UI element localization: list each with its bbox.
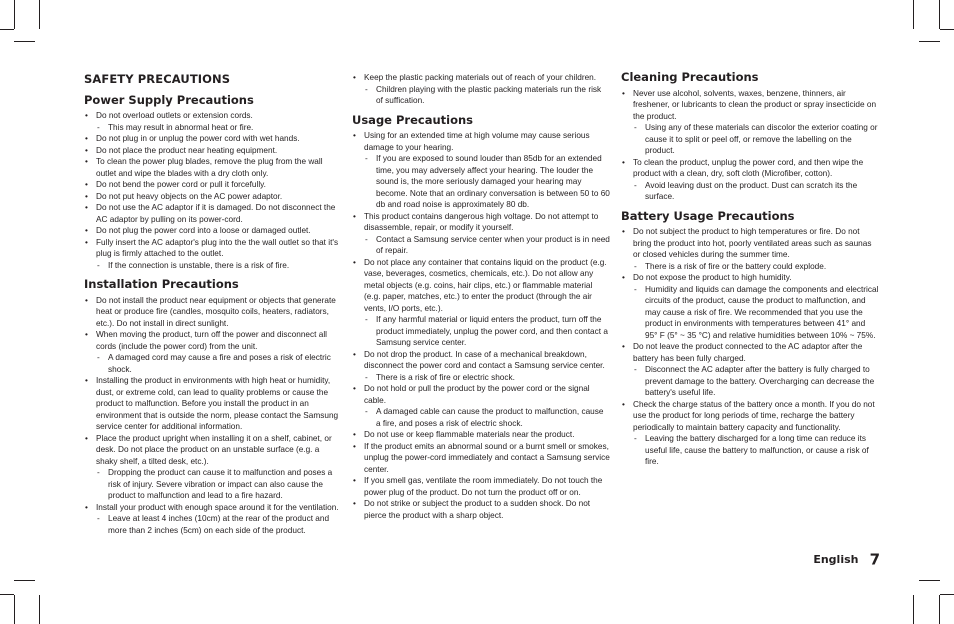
bullet-list	[84, 295, 342, 537]
usage-precautions-heading: Usage Precautions	[352, 112, 474, 127]
battery-usage-precautions-heading: Battery Usage Precautions	[621, 208, 795, 223]
list-item	[621, 272, 879, 341]
list-item-text: Do not overload outlets or extension cords.	[96, 111, 253, 120]
crop-mark	[913, 0, 914, 29]
sub-list	[96, 122, 342, 134]
sub-list-item: - If the connection is unstable, there is a risk of fire.	[96, 260, 342, 272]
list-item-text: Keep the plastic packing materials out of reach of your children.	[364, 73, 597, 82]
list-item	[352, 498, 610, 521]
sub-list-item: - Humidity and liquids can damage the components and electrical circuits of the product, cause the product to malfunction, and may cause a risk of fire. We recommended that you use the product in environments with temperatures between 41° and 95° F (5° ~ 35 °C) and relative humidities between 10% ~ 75%.	[633, 284, 879, 342]
list-item	[84, 202, 342, 225]
crop-mark	[14, 580, 35, 581]
crop-mark	[39, 595, 40, 624]
list-item-text: To clean the product, unplug the power cord, and then wipe the product with a clean, dry, soft cloth (Microfiber, cotton).	[633, 157, 864, 178]
sub-list-item: - There is a risk of fire or the battery could explode.	[633, 261, 879, 273]
list-item-text: To clean the power plug blades, remove the plug from the wall outlet and wipe the blades with a dry cloth only.	[96, 157, 323, 178]
bullet-list	[352, 72, 610, 107]
sub-list-item: - Using any of these materials can discolor the exterior coating or cause it to split or peel off, or remove the labelling on the product.	[633, 122, 879, 157]
list-item	[84, 145, 342, 157]
list-item-text: If the product emits an abnormal sound or a burnt smell or smokes, unplug the power-cord immediately and contact a Samsung service center.	[364, 441, 610, 474]
crop-mark	[0, 594, 14, 595]
list-item	[84, 295, 342, 330]
list-item-text: Do not drop the product. In case of a mechanical breakdown, disconnect the power cord and contact a Samsung service center.	[364, 349, 605, 370]
sub-list	[364, 84, 610, 107]
list-item-text: Do not bend the power cord or pull it forcefully.	[96, 180, 266, 189]
page-number: 7	[869, 550, 880, 569]
list-item	[352, 441, 610, 476]
crop-mark	[39, 0, 40, 29]
list-item	[84, 225, 342, 237]
list-item	[621, 341, 879, 399]
sub-list-item: - Contact a Samsung service center when your product is in need of repair.	[364, 234, 610, 257]
sub-list-item: - Disconnect the AC adapter after the battery is fully charged to prevent damage to the battery. Overcharging can decrease the battery's useful life.	[633, 364, 879, 399]
list-item-text: Do not place any container that contains liquid on the product (e.g. vase, beverages, cosmetics, chemicals, etc.). Do not allow any metal objects (e.g. coins, hair clips, etc.) or flammable material (e.g. paper, matches, etc.) to enter the product (through the air vents, I/O ports, etc.).	[364, 257, 607, 313]
bullet-list	[621, 226, 879, 468]
list-item	[84, 133, 342, 145]
installation-precautions-heading: Installation Precautions	[84, 277, 239, 291]
crop-mark	[939, 595, 940, 624]
sub-list	[633, 284, 879, 342]
sub-list-item: - Leaving the battery discharged for a long time can reduce its useful life, cause the battery to malfunction, or cause a risk of fire.	[633, 433, 879, 468]
sub-list	[633, 122, 879, 157]
list-item	[352, 211, 610, 257]
page-footer	[813, 549, 880, 569]
sub-list-item: - Leave at least 4 inches (10cm) at the rear of the product and more than 2 inches (5cm) on each side of the product.	[96, 513, 342, 536]
list-item	[352, 349, 610, 384]
list-item	[352, 383, 610, 429]
list-item	[84, 237, 342, 272]
sub-list	[364, 314, 610, 349]
crop-mark	[913, 595, 914, 624]
list-item	[352, 257, 610, 349]
list-item	[84, 179, 342, 191]
sub-list	[96, 260, 342, 272]
list-item-text: Place the product upright when installing it on a shelf, cabinet, or desk. Do not place the product on an unstable surface (e.g. a shaky shelf, a tilted desk, etc.).	[96, 433, 332, 466]
sub-list	[633, 180, 879, 203]
list-item	[621, 399, 879, 468]
crop-mark	[939, 0, 940, 29]
list-item-text: Installing the product in environments with high heat or humidity, dust, or extreme cold, can lead to quality problems or cause the product to malfunction. Before you install the product in an environment that is outside the norm, please contact the Samsung service center for additional information.	[96, 376, 339, 431]
sub-list	[633, 261, 879, 273]
list-item-text: Using for an extended time at high volume may cause serious damage to your hearing.	[364, 131, 590, 152]
crop-mark	[919, 41, 940, 42]
sub-list	[364, 153, 610, 211]
list-item-text: Do not install the product near equipment or objects that generate heat or produce fire (candles, mosquito coils, heaters, radiators, etc.). Do not install in direct sunlight.	[96, 295, 336, 328]
sub-list-item: - This may result in abnormal heat or fire.	[96, 122, 342, 134]
list-item	[84, 502, 342, 537]
sub-list-item: - A damaged cable can cause the product to malfunction, cause a fire, and poses a risk of electric shock.	[364, 406, 610, 429]
list-item-text: Do not expose the product to high humidity.	[633, 273, 792, 282]
sub-list	[364, 372, 610, 384]
list-item	[352, 429, 610, 441]
list-item	[84, 156, 342, 179]
sub-list	[364, 406, 610, 429]
list-item	[352, 130, 610, 211]
bullet-list	[352, 130, 610, 521]
list-item-text: Do not put heavy objects on the AC power adaptor.	[96, 191, 283, 201]
list-item-text: Do not plug the power cord into a loose or damaged outlet.	[96, 226, 311, 235]
sub-list	[96, 467, 342, 502]
crop-mark	[14, 41, 35, 42]
sub-list-item: - A damaged cord may cause a fire and poses a risk of electric shock.	[96, 352, 342, 375]
list-item	[84, 375, 342, 433]
sub-list-item: - Avoid leaving dust on the product. Dust can scratch its the surface.	[633, 180, 879, 203]
list-item	[352, 475, 610, 498]
list-item	[352, 72, 610, 107]
sub-list	[96, 513, 342, 536]
list-item-text: Do not leave the product connected to the AC adaptor after the battery has been fully charged.	[633, 342, 863, 363]
list-item-text: Do not use the AC adaptor if it is damaged. Do not disconnect the AC adaptor by pulling on its power-cord.	[96, 203, 336, 224]
list-item-text: This product contains dangerous high voltage. Do not attempt to disassemble, repair, or modify it yourself.	[364, 211, 599, 232]
crop-mark	[14, 0, 15, 29]
bullet-list	[84, 110, 342, 271]
sub-list	[96, 352, 342, 375]
list-item	[84, 329, 342, 375]
crop-mark	[919, 580, 940, 581]
list-item	[621, 88, 879, 157]
crop-mark	[14, 595, 15, 624]
sub-list-item: - If you are exposed to sound louder than 85db for an extended time, you may adversely affect your hearing. The louder the sound is, the more seriously damaged your hearing may become. Note that an ordinary conversation is between 50 to 60 db and road noise is approximately 80 db.	[364, 153, 610, 211]
list-item	[84, 433, 342, 502]
list-item-text: Do not strike or subject the product to a sudden shock. Do not pierce the product with a sharp object.	[364, 499, 591, 520]
sub-list	[633, 364, 879, 399]
column-2	[352, 72, 610, 529]
list-item-text: Do not subject the product to high temperatures or fire. Do not bring the product into hot, poorly ventilated areas such as saunas or closed vehicles during the summer time.	[633, 227, 872, 259]
list-item-text: If you smell gas, ventilate the room immediately. Do not touch the power plug of the product. Do not turn the product off or on.	[364, 476, 603, 497]
sub-list	[364, 234, 610, 257]
list-item-text: Never use alcohol, solvents, waxes, benzene, thinners, air freshener, or lubricants to clean the product or spray insecticide on the product.	[633, 88, 877, 121]
page-heading: SAFETY PRECAUTIONS	[84, 72, 231, 86]
column-3	[621, 72, 879, 476]
list-item-text: Do not hold or pull the product by the power cord or the signal cable.	[364, 384, 590, 405]
sub-list-item: - Children playing with the plastic packing materials run the risk of suffication.	[364, 84, 610, 107]
list-item-text: When moving the product, turn off the power and disconnect all cords (include the power cord) from the unit.	[96, 330, 327, 351]
cleaning-precautions-heading: Cleaning Precautions	[621, 70, 759, 84]
list-item	[621, 157, 879, 203]
sub-list-item: - There is a risk of fire or electric shock.	[364, 372, 610, 384]
list-item-text: Check the charge status of the battery once a month. If you do not use the product for long periods of time, recharge the battery periodically to maintain battery capacity and functionality.	[633, 399, 875, 432]
power-supply-precautions-heading: Power Supply Precautions	[84, 92, 254, 107]
list-item	[84, 110, 342, 133]
list-item-text: Install your product with enough space around it for the ventilation.	[96, 502, 339, 512]
footer-language: English	[813, 553, 859, 566]
list-item-text: Do not place the product near heating equipment.	[96, 145, 278, 155]
crop-mark	[940, 594, 954, 595]
bullet-list	[621, 88, 879, 203]
column-1	[84, 72, 342, 544]
list-item	[621, 226, 879, 272]
sub-list	[633, 433, 879, 468]
sub-list-item: - Dropping the product can cause it to malfunction and poses a risk of injury. Severe vibration or impact can also cause the product to malfunction and lead to a fire hazard.	[96, 467, 342, 502]
sub-list-item: - If any harmful material or liquid enters the product, turn off the product immediately, unplug the power cord, and then contact a Samsung service center.	[364, 314, 610, 349]
list-item	[84, 191, 342, 203]
list-item-text: Fully insert the AC adaptor's plug into the the wall outlet so that it's plug is firmly attached to the outlet.	[96, 237, 339, 258]
list-item-text: Do not plug in or unplug the power cord with wet hands.	[96, 134, 300, 143]
list-item-text: Do not use or keep flammable materials near the product.	[364, 430, 575, 439]
crop-mark	[940, 29, 954, 30]
crop-mark	[0, 29, 14, 30]
